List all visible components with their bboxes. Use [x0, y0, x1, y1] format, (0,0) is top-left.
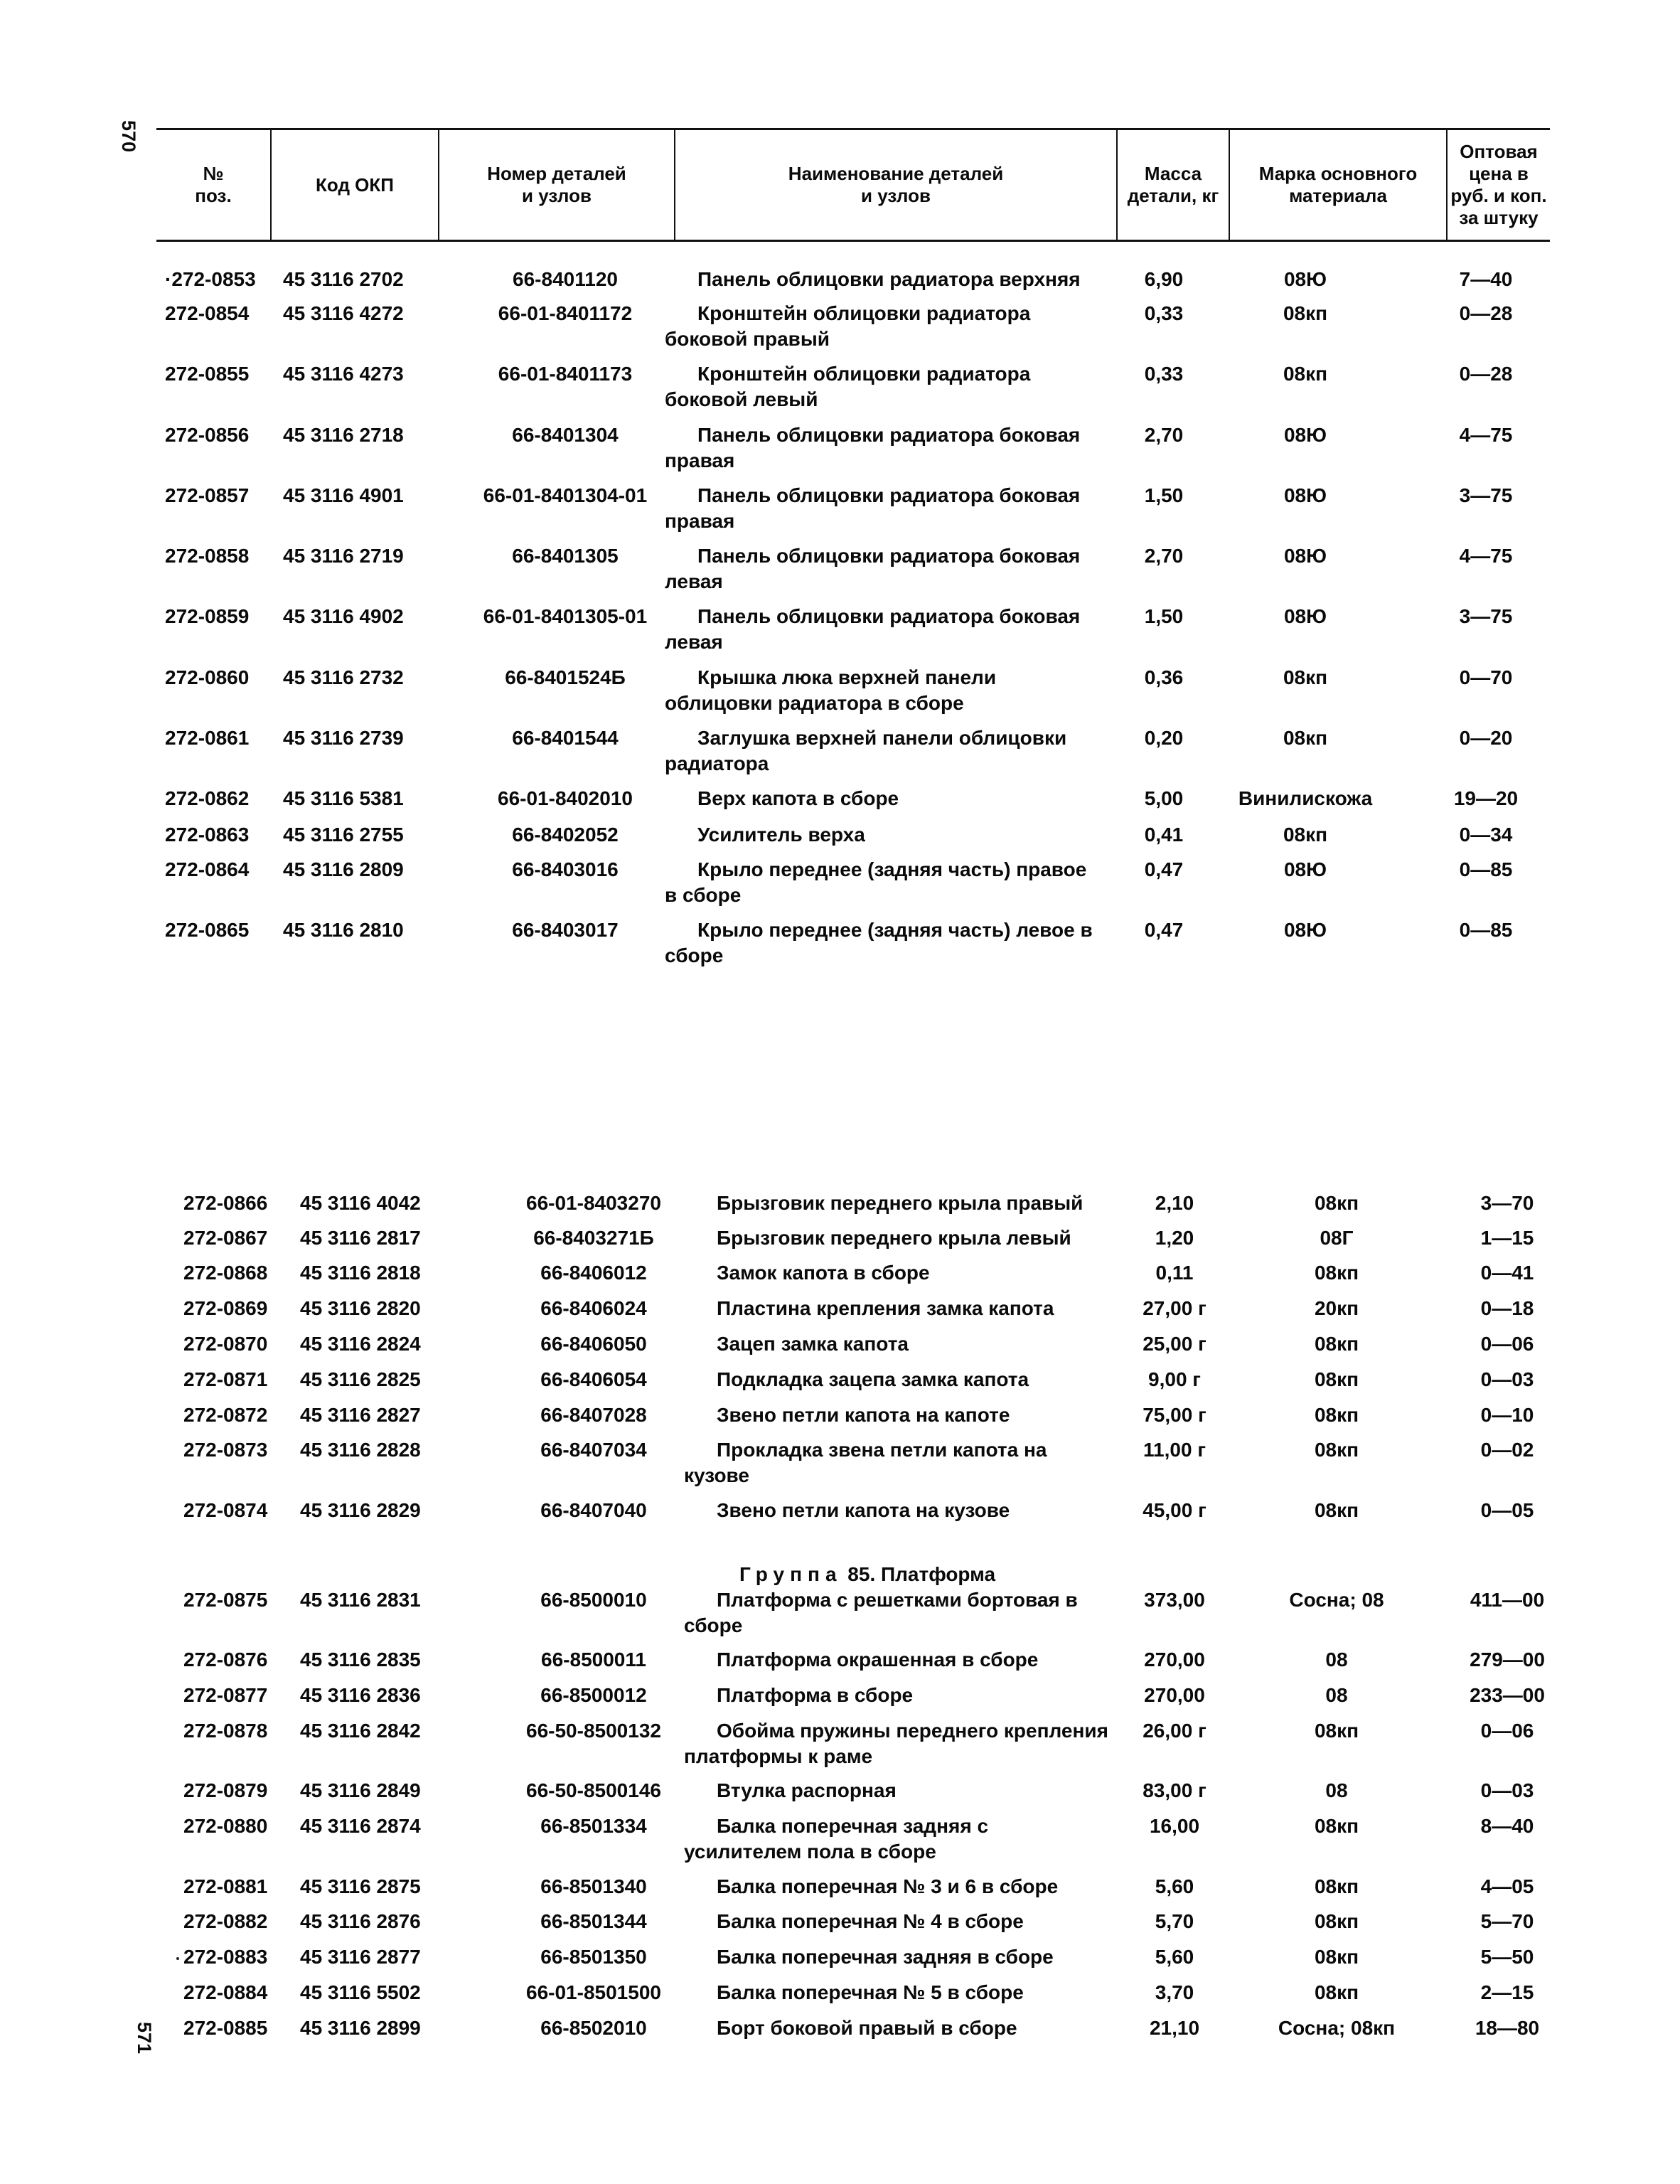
header-price: Оптовая цена в руб. и коп. за штуку	[1450, 141, 1547, 228]
part-mass: 3,70	[1155, 1981, 1194, 2003]
wholesale-price: 0—70	[1459, 666, 1513, 688]
part-number: 66-8406054	[540, 1368, 647, 1390]
material-grade: 08кп	[1283, 666, 1328, 688]
wholesale-price: 0—41	[1480, 1262, 1534, 1284]
material-grade: 08Ю	[1283, 919, 1327, 941]
part-name: Панель облицовки радиатора боковая левая	[665, 605, 1081, 653]
wholesale-price: 233—00	[1470, 1684, 1545, 1706]
part-mass: 2,10	[1155, 1192, 1194, 1214]
part-mass: 16,00	[1149, 1815, 1200, 1837]
part-name: Брызговик переднего крыла правый	[717, 1192, 1084, 1214]
material-grade: 08кп	[1283, 363, 1328, 385]
position-number: 272-0862	[165, 787, 250, 809]
wholesale-price: 411—00	[1470, 1589, 1545, 1611]
position-number: 272-0881	[183, 1875, 268, 1897]
wholesale-price: 4—75	[1459, 424, 1513, 446]
okp-code: 45 3116 2825	[300, 1368, 421, 1390]
part-number: 66-8403017	[512, 919, 619, 941]
part-number: 66-50-8500146	[526, 1779, 661, 1801]
part-number: 66-8501350	[540, 1946, 647, 1968]
wholesale-price: 0—28	[1459, 363, 1513, 385]
wholesale-price: 1—15	[1480, 1227, 1534, 1249]
position-number: 272-0856	[165, 424, 250, 446]
part-number: 66-8401544	[512, 727, 619, 749]
part-mass: 6,90	[1144, 268, 1184, 290]
wholesale-price: 3—70	[1480, 1192, 1534, 1214]
part-mass: 5,70	[1155, 1910, 1194, 1932]
position-number: 272-0854	[165, 302, 250, 324]
part-number: 66-8500011	[541, 1648, 646, 1671]
position-number: 272-0879	[183, 1779, 268, 1801]
part-number: 66-8501344	[540, 1910, 647, 1932]
material-grade: 08Ю	[1283, 605, 1327, 627]
material-grade: 08Ю	[1283, 424, 1327, 446]
wholesale-price: 0—06	[1480, 1333, 1534, 1355]
position-number: 272-0864	[165, 858, 250, 880]
okp-code: 45 3116 2810	[283, 919, 404, 941]
part-name: Звено петли капота на кузове	[717, 1499, 1010, 1521]
part-name: Платформа окрашенная в сборе	[717, 1648, 1039, 1671]
okp-code: 45 3116 2829	[300, 1499, 421, 1521]
okp-code: 45 3116 2877	[300, 1946, 421, 1968]
okp-code: 45 3116 2831	[300, 1589, 421, 1611]
header-part-name: Наименование деталей и узлов	[788, 163, 1004, 206]
material-grade: 08	[1325, 1684, 1348, 1706]
wholesale-price: 5—50	[1480, 1946, 1534, 1968]
part-mass: 45,00 г	[1143, 1499, 1207, 1521]
material-grade: Сосна; 08кп	[1278, 2017, 1396, 2039]
okp-code: 45 3116 2732	[283, 666, 404, 688]
position-number: 272-0885	[183, 2017, 268, 2039]
part-name: Крыло переднее (задняя часть) правое в сборе	[665, 858, 1087, 906]
okp-code: 45 3116 4902	[283, 605, 404, 627]
material-grade: Сосна; 08	[1289, 1589, 1384, 1611]
material-grade: Винилискожа	[1238, 787, 1373, 809]
position-number: 272-0872	[183, 1404, 268, 1426]
part-mass: 0,36	[1144, 666, 1184, 688]
part-mass: 0,33	[1144, 302, 1184, 324]
part-name: Кронштейн облицовки радиатора боковой левый	[665, 363, 1031, 410]
wholesale-price: 0—18	[1480, 1297, 1534, 1319]
part-mass: 1,20	[1155, 1227, 1194, 1249]
okp-code: 45 3116 5502	[300, 1981, 421, 2003]
part-mass: 0,47	[1144, 919, 1184, 941]
position-number: 272-0883	[183, 1946, 268, 1968]
okp-code: 45 3116 2876	[300, 1910, 421, 1932]
okp-code: 45 3116 4272	[283, 302, 404, 324]
material-grade: 08кп	[1314, 1404, 1359, 1426]
part-name: Панель облицовки радиатора боковая правая	[665, 484, 1081, 532]
part-mass: 0,47	[1144, 858, 1184, 880]
position-number: 272-0875	[183, 1589, 268, 1611]
part-name: Крышка люка верхней панели облицовки радиатора в сборе	[665, 666, 997, 714]
part-number: 66-8403016	[512, 858, 619, 880]
part-number: 66-01-8401172	[498, 302, 633, 324]
part-mass: 0,41	[1144, 824, 1184, 846]
part-mass: 25,00 г	[1143, 1333, 1207, 1355]
part-name: Панель облицовки радиатора боковая левая	[665, 545, 1081, 592]
part-mass: 21,10	[1149, 2017, 1200, 2039]
wholesale-price: 0—28	[1459, 302, 1513, 324]
part-number: 66-8501340	[540, 1875, 647, 1897]
position-number: 272-0867	[183, 1227, 268, 1249]
okp-code: 45 3116 2755	[283, 824, 404, 846]
part-number: 66-01-8401173	[498, 363, 633, 385]
material-grade: 08кп	[1314, 1439, 1359, 1461]
position-number: 272-0858	[165, 545, 250, 567]
part-mass: 373,00	[1144, 1589, 1205, 1611]
position-number: 272-0878	[183, 1720, 268, 1742]
okp-code: 45 3116 2835	[300, 1648, 421, 1671]
okp-code: 45 3116 2874	[300, 1815, 421, 1837]
part-mass: 0,11	[1155, 1262, 1194, 1284]
part-name: Крыло переднее (задняя часть) левое в сборе	[665, 919, 1093, 966]
page-number-bottom: 571	[134, 2021, 156, 2055]
okp-code: 45 3116 2739	[283, 727, 404, 749]
part-number: 66-01-8501500	[526, 1981, 661, 2003]
part-name: Усилитель верха	[697, 824, 865, 846]
part-name: Панель облицовки радиатора верхняя	[697, 268, 1081, 290]
part-name: Балка поперечная № 5 в сборе	[717, 1981, 1024, 2003]
wholesale-price: 0—03	[1480, 1779, 1534, 1801]
part-number: 66-50-8500132	[526, 1720, 661, 1742]
part-name: Звено петли капота на капоте	[717, 1404, 1010, 1426]
part-number: 66-8403271Б	[533, 1227, 654, 1249]
material-grade: 08кп	[1314, 1333, 1359, 1355]
wholesale-price: 279—00	[1470, 1648, 1545, 1671]
wholesale-price: 8—40	[1480, 1815, 1534, 1837]
header-part-number: Номер деталей и узлов	[487, 163, 626, 206]
material-grade: 08кп	[1314, 1499, 1359, 1521]
wholesale-price: 0—34	[1459, 824, 1513, 846]
part-mass: 2,70	[1144, 545, 1184, 567]
wholesale-price: 3—75	[1459, 605, 1513, 627]
position-number: 272-0868	[183, 1262, 268, 1284]
material-grade: 08кп	[1283, 824, 1328, 846]
material-grade: 08	[1325, 1648, 1348, 1671]
part-mass: 9,00 г	[1148, 1368, 1201, 1390]
wholesale-price: 0—20	[1459, 727, 1513, 749]
material-grade: 08кп	[1314, 1946, 1359, 1968]
part-number: 66-8407028	[540, 1404, 647, 1426]
group-word: Группа	[739, 1563, 842, 1585]
part-name: Кронштейн облицовки радиатора боковой правый	[665, 302, 1031, 350]
part-name: Брызговик переднего крыла левый	[717, 1227, 1071, 1249]
part-mass: 0,20	[1144, 727, 1184, 749]
okp-code: 45 3116 2899	[300, 2017, 421, 2039]
okp-code: 45 3116 2818	[300, 1262, 421, 1284]
part-mass: 0,33	[1144, 363, 1184, 385]
part-name: Заглушка верхней панели облицовки радиатора	[665, 727, 1067, 774]
material-grade: 08Ю	[1283, 858, 1327, 880]
okp-code: 45 3116 2849	[300, 1779, 421, 1801]
part-name: Верх капота в сборе	[697, 787, 899, 809]
position-number: ·272-0853	[165, 268, 256, 290]
okp-code: 45 3116 4042	[300, 1192, 421, 1214]
part-number: 66-01-8401304-01	[483, 484, 648, 506]
material-grade: 08Г	[1320, 1227, 1354, 1249]
position-number: 272-0871	[183, 1368, 268, 1390]
wholesale-price: 2—15	[1480, 1981, 1534, 2003]
wholesale-price: 0—06	[1480, 1720, 1534, 1742]
part-number: 66-8406024	[540, 1297, 647, 1319]
part-number: 66-8401524Б	[505, 666, 626, 688]
material-grade: 08кп	[1314, 1262, 1359, 1284]
page-number-top: 570	[118, 119, 140, 153]
material-grade: 08кп	[1314, 1910, 1359, 1932]
position-number: 272-0880	[183, 1815, 268, 1837]
part-number: 66-8401304	[512, 424, 619, 446]
okp-code: 45 3116 2809	[283, 858, 404, 880]
part-number: 66-8502010	[540, 2017, 647, 2039]
part-number: 66-8407034	[540, 1439, 647, 1461]
material-grade: 08кп	[1314, 1192, 1359, 1214]
position-number: 272-0857	[165, 484, 250, 506]
part-number: 66-8407040	[540, 1499, 647, 1521]
part-name: Зацеп замка капота	[717, 1333, 909, 1355]
part-name: Втулка распорная	[717, 1779, 897, 1801]
group-title: 85. Платформа	[847, 1563, 996, 1585]
header-material: Марка основного материала	[1258, 163, 1418, 206]
position-number: 272-0876	[183, 1648, 268, 1671]
wholesale-price: 0—05	[1480, 1499, 1534, 1521]
material-grade: 08кп	[1314, 1368, 1359, 1390]
okp-code: 45 3116 2827	[300, 1404, 421, 1426]
group-heading	[739, 1563, 995, 1586]
position-number: 272-0866	[183, 1192, 268, 1214]
okp-code: 45 3116 2719	[283, 545, 404, 567]
okp-code: 45 3116 2828	[300, 1439, 421, 1461]
position-number: 272-0863	[165, 824, 250, 846]
part-mass: 5,00	[1144, 787, 1184, 809]
part-name: Борт боковой правый в сборе	[717, 2017, 1017, 2039]
part-mass: 1,50	[1144, 484, 1184, 506]
part-name: Прокладка звена петли капота на кузове	[684, 1439, 1047, 1486]
okp-code: 45 3116 5381	[283, 787, 404, 809]
position-number: 272-0869	[183, 1297, 268, 1319]
print-speck	[176, 1957, 179, 1960]
okp-code: 45 3116 2875	[300, 1875, 421, 1897]
part-number: 66-8501334	[540, 1815, 647, 1837]
part-number: 66-8401305	[512, 545, 619, 567]
part-mass: 75,00 г	[1143, 1404, 1207, 1426]
position-number: 272-0860	[165, 666, 250, 688]
wholesale-price: 18—80	[1475, 2017, 1540, 2039]
material-grade: 08кп	[1314, 1875, 1359, 1897]
header-mass: Масса детали, кг	[1127, 163, 1219, 206]
position-number: 272-0859	[165, 605, 250, 627]
wholesale-price: 4—75	[1459, 545, 1513, 567]
position-number: 272-0874	[183, 1499, 268, 1521]
material-grade: 08кп	[1314, 1981, 1359, 2003]
part-name: Платформа с решетками бортовая в сборе	[684, 1589, 1078, 1636]
wholesale-price: 0—85	[1459, 858, 1513, 880]
wholesale-price: 3—75	[1459, 484, 1513, 506]
part-number: 66-01-8402010	[498, 787, 633, 809]
position-number: 272-0877	[183, 1684, 268, 1706]
part-name: Балка поперечная задняя в сборе	[717, 1946, 1054, 1968]
part-mass: 83,00 г	[1143, 1779, 1207, 1801]
part-mass: 27,00 г	[1143, 1297, 1207, 1319]
part-name: Обойма пружины переднего крепления платформы к раме	[684, 1720, 1108, 1767]
header-okp-code: Код ОКП	[316, 174, 394, 196]
okp-code: 45 3116 4901	[283, 484, 404, 506]
position-number: 272-0855	[165, 363, 250, 385]
part-number: 66-8402052	[512, 824, 619, 846]
part-name: Балка поперечная № 3 и 6 в сборе	[717, 1875, 1059, 1897]
wholesale-price: 19—20	[1453, 787, 1519, 809]
material-grade: 08кп	[1314, 1815, 1359, 1837]
part-name: Пластина крепления замка капота	[717, 1297, 1054, 1319]
part-name: Балка поперечная № 4 в сборе	[717, 1910, 1024, 1932]
part-mass: 5,60	[1155, 1875, 1194, 1897]
part-number: 66-8406050	[540, 1333, 647, 1355]
okp-code: 45 3116 2824	[300, 1333, 421, 1355]
wholesale-price: 0—02	[1480, 1439, 1534, 1461]
part-name: Балка поперечная задняя с усилителем пола в сборе	[684, 1815, 989, 1863]
part-number: 66-01-8403270	[526, 1192, 661, 1214]
material-grade: 08Ю	[1283, 484, 1327, 506]
material-grade: 08кп	[1314, 1720, 1359, 1742]
okp-code: 45 3116 4273	[283, 363, 404, 385]
position-number: 272-0865	[165, 919, 250, 941]
part-number: 66-8401120	[513, 268, 618, 290]
part-number: 66-8500012	[540, 1684, 647, 1706]
part-mass: 5,60	[1155, 1946, 1194, 1968]
material-grade: 08кп	[1283, 302, 1328, 324]
okp-code: 45 3116 2836	[300, 1684, 421, 1706]
table-header	[156, 128, 1550, 242]
material-grade: 08кп	[1283, 727, 1328, 749]
wholesale-price: 7—40	[1459, 268, 1513, 290]
okp-code: 45 3116 2820	[300, 1297, 421, 1319]
wholesale-price: 0—10	[1480, 1404, 1534, 1426]
part-name: Замок капота в сборе	[717, 1262, 930, 1284]
position-number: 272-0861	[165, 727, 250, 749]
material-grade: 08Ю	[1283, 545, 1327, 567]
part-number: 66-8500010	[540, 1589, 647, 1611]
wholesale-price: 0—85	[1459, 919, 1513, 941]
material-grade: 08	[1325, 1779, 1348, 1801]
position-number: 272-0873	[183, 1439, 268, 1461]
part-name: Панель облицовки радиатора боковая правая	[665, 424, 1081, 472]
okp-code: 45 3116 2718	[283, 424, 404, 446]
part-mass: 11,00 г	[1143, 1439, 1206, 1461]
part-number: 66-01-8401305-01	[483, 605, 648, 627]
position-number: 272-0870	[183, 1333, 268, 1355]
okp-code: 45 3116 2842	[300, 1720, 421, 1742]
okp-code: 45 3116 2702	[283, 268, 404, 290]
header-pos: № поз.	[195, 163, 232, 206]
wholesale-price: 0—03	[1480, 1368, 1534, 1390]
part-number: 66-8406012	[540, 1262, 647, 1284]
part-mass: 2,70	[1144, 424, 1184, 446]
part-mass: 26,00 г	[1143, 1720, 1207, 1742]
material-grade: 20кп	[1314, 1297, 1359, 1319]
part-name: Подкладка зацепа замка капота	[717, 1368, 1029, 1390]
part-mass: 270,00	[1144, 1684, 1205, 1706]
part-mass: 270,00	[1144, 1648, 1205, 1671]
material-grade: 08Ю	[1283, 268, 1327, 290]
wholesale-price: 5—70	[1480, 1910, 1534, 1932]
wholesale-price: 4—05	[1480, 1875, 1534, 1897]
okp-code: 45 3116 2817	[300, 1227, 421, 1249]
part-name: Платформа в сборе	[717, 1684, 914, 1706]
part-mass: 1,50	[1144, 605, 1184, 627]
position-number: 272-0884	[183, 1981, 268, 2003]
position-number: 272-0882	[183, 1910, 268, 1932]
